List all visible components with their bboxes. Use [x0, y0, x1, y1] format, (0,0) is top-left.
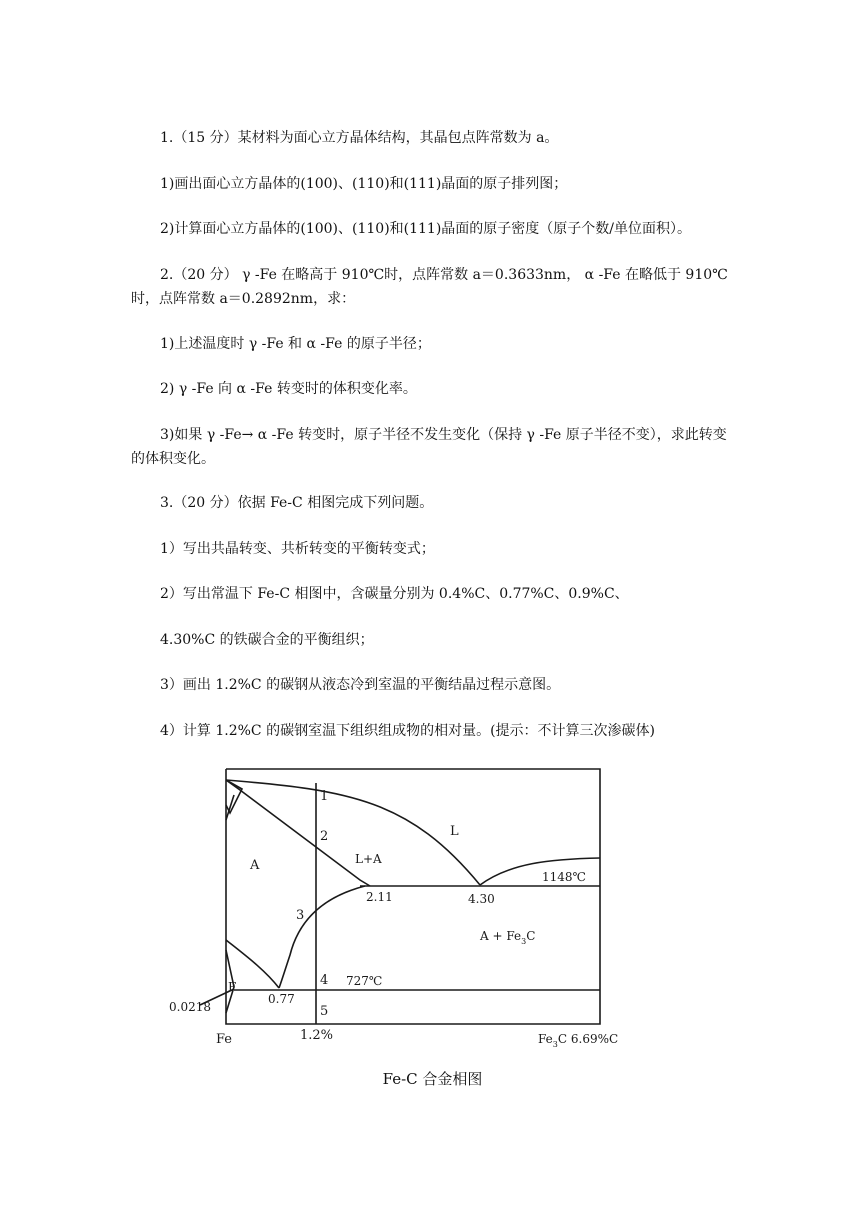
label-A: A — [250, 858, 260, 873]
label-L-plus-A: L+A — [355, 852, 382, 866]
axis-label-fe3c: $Fe_3C$ 6.69%C — [538, 1032, 619, 1049]
point-3: 3 — [296, 908, 305, 923]
diagram-frame — [226, 769, 600, 1024]
axis-label-1-2: 1.2% — [300, 1028, 334, 1043]
q1-sub2: 2)计算面心立方晶体的(100)、(110)和(111)晶面的原子密度（原子个数/单位面积）。 — [160, 221, 692, 237]
q2-title: 2.（20 分） γ -Fe 在略高于 910℃时，点阵常数 a＝0.3633nm， α -Fe 在略低于 910℃时，点阵常数 a＝0.2892nm，求： — [131, 267, 728, 307]
label-0-77: 0.77 — [268, 992, 295, 1006]
q3-sub1: 1）写出共晶转变、共析转变的平衡转变式； — [160, 541, 435, 557]
q1-title: 1.（15 分）某材料为面心立方晶体结构，其晶包点阵常数为 a。 — [160, 130, 559, 146]
label-1148c: 1148℃ — [542, 870, 586, 884]
q2-sub3: 3)如果 γ -Fe→ α -Fe 转变时，原子半径不发生变化（保持 γ -Fe 原子半径不变），求此转变的体积变化。 — [131, 427, 727, 467]
point-2: 2 — [320, 829, 329, 844]
point-5: 5 — [320, 1004, 329, 1019]
label-F: F — [228, 980, 237, 994]
fe-c-phase-diagram — [150, 755, 630, 1065]
q3-sub3: 3）画出 1.2%C 的碳钢从液态冷到室温的平衡结晶过程示意图。 — [160, 677, 561, 693]
q3-sub2a: 2）写出常温下 Fe-C 相图中，含碳量分别为 0.4%C、0.77%C、0.9%C、 — [160, 586, 629, 602]
q3-sub4: 4）计算 1.2%C 的碳钢室温下组织组成物的相对量。(提示：不计算三次渗碳体) — [160, 723, 656, 739]
label-L: L — [450, 824, 459, 839]
q2-sub2: 2) γ -Fe 向 α -Fe 转变时的体积变化率。 — [160, 381, 417, 397]
label-2-11: 2.11 — [366, 890, 393, 904]
axis-label-fe: Fe — [216, 1032, 233, 1047]
liquidus-line — [226, 780, 480, 885]
label-A-plus-Fe3C: $A + Fe_3C$ — [480, 929, 536, 946]
label-727c: 727℃ — [346, 974, 383, 988]
point-1: 1 — [320, 789, 329, 804]
diagram-caption: Fe-C 合金相图 — [382, 1070, 483, 1088]
q1-sub1: 1)画出面心立方晶体的(100)、(110)和(111)晶面的原子排列图； — [160, 176, 568, 192]
q2-sub1: 1)上述温度时 γ -Fe 和 α -Fe 的原子半径； — [160, 336, 431, 352]
q3-sub2b: 4.30%C 的铁碳合金的平衡组织； — [160, 632, 374, 648]
q3-title: 3.（20 分）依据 Fe-C 相图完成下列问题。 — [160, 495, 434, 511]
point-4: 4 — [320, 973, 329, 988]
solidus-line — [226, 780, 370, 886]
label-4-30: 4.30 — [468, 892, 495, 906]
label-0-0218: 0.0218 — [169, 1000, 211, 1014]
